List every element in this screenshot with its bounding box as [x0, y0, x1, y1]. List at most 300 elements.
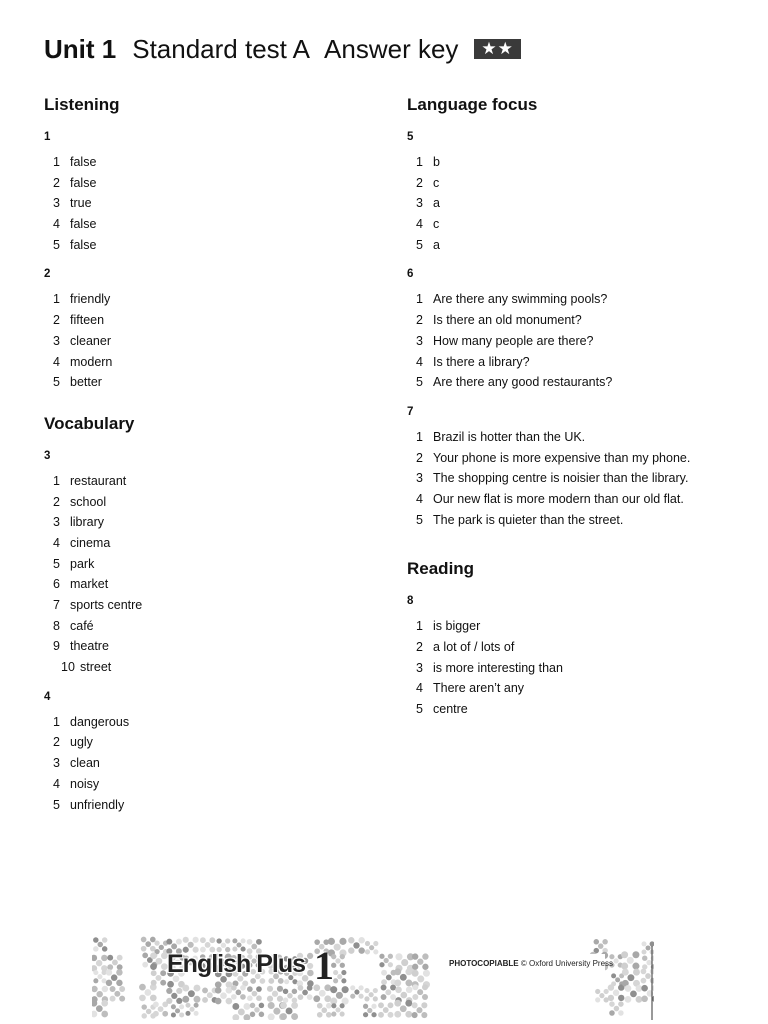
pattern-dot: [153, 1002, 159, 1008]
answer-text: Is there a library?: [433, 354, 530, 369]
pattern-dot: [162, 1011, 168, 1017]
pattern-dot: [112, 959, 118, 965]
exercise: [44, 690, 364, 815]
answer-number: 3: [416, 196, 423, 211]
pattern-dot: [226, 998, 233, 1005]
pattern-dot: [194, 996, 201, 1003]
brand-logo-number: 1: [314, 943, 334, 988]
pattern-dot: [247, 986, 253, 992]
answer-text: friendly: [70, 292, 111, 307]
answer-text: restaurant: [70, 473, 127, 488]
pattern-dot: [621, 951, 628, 958]
pattern-dot: [618, 1001, 624, 1007]
pattern-dot: [395, 953, 402, 960]
pattern-dot: [412, 964, 418, 970]
pattern-dot: [231, 994, 237, 1000]
pattern-dot: [336, 992, 343, 999]
pattern-dot: [632, 951, 639, 958]
answer-number: 2: [416, 175, 423, 190]
pattern-dot: [641, 969, 647, 975]
answer-text: street: [80, 660, 112, 675]
answer-text: cleaner: [70, 333, 111, 348]
exercise: [44, 267, 364, 392]
pattern-dot: [106, 969, 112, 975]
answer-item: [407, 352, 747, 373]
pattern-dot: [302, 990, 308, 996]
answer-item: [44, 595, 364, 616]
test-name: Standard test A: [132, 33, 311, 64]
pattern-dot: [627, 957, 634, 964]
pattern-dot: [412, 1012, 418, 1018]
answer-number: 10: [61, 660, 75, 675]
exercise-number: 7: [407, 405, 414, 418]
pattern-dot: [422, 984, 428, 990]
pattern-dot: [291, 1013, 298, 1020]
pattern-dot: [412, 984, 418, 990]
answer-text: clean: [70, 756, 100, 771]
left-column: [44, 92, 364, 831]
pattern-dot: [238, 1009, 245, 1016]
answer-list: [407, 289, 747, 392]
pattern-dot: [337, 974, 342, 979]
pattern-dot: [232, 1014, 239, 1020]
answer-text: park: [70, 556, 95, 571]
pattern-dot: [595, 989, 600, 994]
answer-item: [407, 448, 747, 469]
pattern-dot: [171, 993, 177, 999]
answer-list: [407, 427, 747, 530]
pattern-dot: [216, 938, 221, 943]
answer-item: [44, 616, 364, 637]
exercise: [44, 449, 364, 678]
pattern-dot: [171, 1012, 176, 1017]
answer-item: [44, 152, 364, 173]
right-column: [407, 92, 747, 736]
pattern-dot: [594, 939, 599, 944]
pattern-dot: [139, 984, 146, 991]
answer-number: 1: [53, 292, 60, 307]
answer-item: [44, 512, 364, 533]
answer-item: [44, 471, 364, 492]
pattern-dot: [247, 995, 253, 1001]
pattern-dot: [350, 994, 355, 999]
pattern-dot: [615, 977, 620, 982]
pattern-dot: [394, 979, 401, 986]
answer-number: 9: [53, 639, 60, 654]
pattern-dot: [151, 970, 157, 976]
pattern-dot: [220, 992, 227, 999]
pattern-dot: [154, 940, 159, 945]
pattern-dot: [272, 991, 278, 997]
pattern-dot: [388, 954, 393, 959]
answer-item: [44, 492, 364, 513]
section-listening: [44, 92, 364, 393]
pattern-dot: [400, 974, 407, 981]
pattern-dot: [358, 937, 364, 943]
pattern-dot: [388, 1002, 394, 1008]
pattern-dot: [145, 941, 151, 947]
pattern-dot: [205, 942, 211, 948]
pattern-dot: [268, 1002, 275, 1009]
pattern-dot: [236, 990, 242, 996]
answer-item: [44, 554, 364, 575]
pattern-dot: [114, 991, 120, 997]
pattern-dot: [341, 970, 346, 975]
pattern-dot: [625, 985, 632, 992]
pattern-dot: [371, 1012, 376, 1017]
pattern-dot: [412, 1002, 418, 1008]
pattern-dot: [613, 958, 618, 963]
pattern-dot: [394, 968, 401, 975]
pattern-dot: [388, 962, 393, 967]
pattern-dot: [291, 1002, 298, 1009]
pattern-dot: [277, 996, 283, 1002]
pattern-dot: [190, 1007, 195, 1012]
answer-number: 8: [53, 618, 60, 633]
pattern-dot: [280, 1002, 287, 1009]
answer-text: dangerous: [70, 714, 130, 729]
pattern-dot: [378, 1002, 384, 1008]
pattern-dot: [406, 986, 413, 993]
pattern-dot: [188, 942, 194, 948]
pattern-dot: [381, 994, 387, 1000]
pattern-dot: [636, 996, 643, 1003]
pattern-dot: [373, 988, 378, 993]
answer-text: false: [70, 155, 97, 169]
pattern-dot: [365, 949, 370, 954]
pattern-dot: [421, 1002, 427, 1008]
pattern-dot: [215, 987, 222, 994]
answer-text: centre: [433, 702, 468, 717]
answer-text: noisy: [70, 776, 100, 791]
answer-number: 6: [53, 577, 60, 592]
answer-number: 1: [53, 155, 60, 169]
pattern-dot: [331, 1003, 336, 1008]
pattern-dot: [421, 1012, 427, 1018]
pattern-dot: [364, 996, 369, 1001]
pattern-dot: [642, 941, 647, 946]
answer-text: true: [70, 196, 92, 211]
answer-item: [44, 352, 364, 373]
pattern-dot: [200, 937, 206, 943]
answer-number: 1: [416, 429, 423, 444]
exercise: [407, 130, 747, 255]
section-vocabulary: [44, 411, 364, 815]
pattern-dot: [107, 955, 113, 961]
pattern-dot: [92, 955, 97, 961]
pattern-dot: [160, 970, 166, 976]
pattern-dot: [633, 969, 640, 976]
answer-item: [44, 214, 364, 235]
pattern-dot: [298, 994, 304, 1000]
pattern-dot: [353, 942, 359, 948]
answer-number: 4: [416, 354, 423, 369]
pattern-dot: [383, 1007, 389, 1013]
pattern-dot: [259, 1003, 265, 1009]
pattern-dot: [609, 1001, 615, 1007]
pattern-dot: [632, 963, 639, 970]
answer-text: false: [70, 217, 97, 232]
pattern-dot: [340, 1011, 345, 1016]
pattern-dot: [183, 937, 189, 943]
answer-number: 5: [416, 237, 423, 252]
pattern-dot: [139, 995, 146, 1002]
answer-number: 5: [416, 512, 423, 527]
pattern-dot: [150, 995, 157, 1002]
pattern-dot: [405, 979, 412, 986]
pattern-dot: [379, 962, 384, 967]
pattern-dot: [641, 978, 647, 984]
pattern-dot: [151, 980, 157, 986]
answer-text: is more interesting than: [433, 660, 563, 675]
answer-item: [44, 173, 364, 194]
pattern-dot: [354, 989, 359, 994]
answer-number: 4: [416, 491, 423, 506]
pattern-dot: [167, 981, 174, 988]
answer-number: 2: [416, 640, 423, 654]
answer-item: [44, 310, 364, 331]
exercise-number: 5: [407, 131, 414, 143]
answer-text: a lot of / lots of: [433, 640, 515, 654]
answer-item: [407, 331, 747, 352]
pattern-dot: [176, 988, 182, 994]
brand-logo-text: English Plus: [167, 950, 306, 978]
answer-number: 5: [53, 237, 60, 252]
pattern-dot: [340, 1003, 345, 1008]
answer-number: 4: [53, 776, 60, 791]
pattern-dot: [166, 998, 172, 1004]
answer-text: unfriendly: [70, 797, 125, 812]
pattern-dot: [116, 980, 122, 986]
pattern-dot: [256, 939, 262, 945]
footer-banner: [92, 936, 654, 1020]
answer-text: cinema: [70, 535, 111, 550]
pattern-dot: [256, 986, 262, 992]
answer-number: 2: [53, 313, 60, 328]
answer-item: [407, 310, 747, 331]
pattern-dot: [613, 990, 619, 996]
answer-text: Our new flat is more modern than our old flat.: [433, 491, 684, 506]
pattern-dot: [365, 941, 370, 946]
pattern-dot: [641, 995, 648, 1002]
pattern-dot: [341, 978, 346, 983]
pattern-dot: [630, 991, 637, 998]
pattern-dot: [412, 953, 418, 959]
pattern-dot: [359, 994, 364, 999]
answer-text: café: [70, 618, 94, 633]
answer-text: market: [70, 577, 109, 592]
pattern-dot: [367, 1008, 372, 1013]
exercise: [407, 267, 747, 392]
pattern-dot: [215, 981, 222, 988]
pattern-dot: [373, 949, 378, 954]
pattern-dot: [256, 995, 262, 1001]
pattern-dot: [250, 1003, 256, 1009]
pattern-dot: [412, 994, 418, 1000]
pattern-dot: [202, 997, 208, 1003]
pattern-dot: [207, 992, 213, 998]
answer-number: 3: [416, 660, 423, 675]
pattern-dot: [150, 963, 157, 970]
answer-list: [44, 152, 364, 255]
pattern-dot: [93, 978, 98, 983]
pattern-dot: [93, 946, 99, 952]
pattern-dot: [110, 996, 116, 1002]
pattern-dot: [119, 986, 125, 992]
answer-item: [44, 289, 364, 310]
answer-item: [407, 193, 747, 214]
answer-list: [407, 616, 747, 719]
pattern-dot: [268, 1013, 275, 1020]
pattern-dot: [307, 994, 313, 1000]
pattern-dot: [405, 968, 412, 975]
pattern-dot: [250, 1012, 256, 1018]
answer-number: 1: [416, 292, 423, 307]
answer-number: 3: [53, 515, 60, 530]
answer-item: [407, 427, 747, 448]
answer-number: 3: [416, 471, 423, 486]
pattern-dot: [209, 937, 215, 943]
pattern-dot: [232, 938, 237, 943]
pattern-dot: [335, 1007, 340, 1012]
pattern-dot: [93, 970, 98, 975]
pattern-dot: [101, 1000, 108, 1007]
pattern-dot: [390, 985, 396, 991]
exercise-number: 3: [44, 449, 51, 462]
answer-text: better: [70, 375, 102, 390]
exercise-number: 8: [407, 595, 414, 608]
pattern-dot: [412, 970, 419, 977]
answer-number: 4: [416, 681, 423, 696]
pattern-dot: [193, 937, 199, 943]
answer-text: library: [70, 515, 105, 530]
pattern-dot: [166, 988, 172, 994]
answer-item: [407, 616, 747, 637]
pattern-dot: [188, 990, 195, 997]
answer-item: [44, 533, 364, 554]
answer-text: How many people are there?: [433, 333, 594, 348]
answer-item: [407, 289, 747, 310]
pattern-dot: [416, 1007, 422, 1013]
pattern-dot: [618, 1010, 624, 1016]
answer-number: 1: [416, 155, 423, 169]
pattern-dot: [339, 938, 346, 945]
pattern-dot: [381, 970, 387, 976]
pattern-dot: [317, 1003, 323, 1009]
pattern-dot: [381, 979, 387, 985]
pattern-dot: [417, 975, 424, 982]
pattern-dot: [92, 1011, 97, 1018]
pattern-dot: [340, 954, 345, 959]
pattern-dot: [627, 974, 634, 981]
answer-item: [44, 331, 364, 352]
copyright-text: © Oxford University Press: [520, 959, 614, 968]
answer-text: ugly: [70, 735, 93, 750]
answer-number: 7: [53, 598, 60, 612]
pattern-dot: [622, 969, 629, 976]
pattern-dot: [145, 989, 152, 996]
pattern-dot: [598, 943, 603, 948]
pattern-dot: [650, 941, 654, 946]
pattern-dot: [326, 1003, 332, 1009]
answer-text: b: [433, 155, 440, 169]
unit-label: Unit 1: [44, 33, 117, 64]
pattern-dot: [604, 989, 609, 994]
level-stars-badge: ★★: [474, 39, 520, 59]
pattern-dot: [101, 1011, 108, 1018]
pattern-dot: [384, 958, 389, 963]
pattern-dot: [116, 969, 122, 975]
pattern-dot: [280, 1013, 287, 1020]
pattern-dot: [252, 991, 258, 997]
pattern-dot: [331, 1011, 336, 1016]
answer-list: [407, 152, 747, 255]
pattern-dot: [277, 986, 283, 992]
pattern-dot: [194, 985, 201, 992]
answer-text: Are there any swimming pools?: [433, 292, 608, 307]
pattern-dot: [608, 984, 614, 990]
pattern-dot: [240, 994, 246, 1000]
pattern-dot: [156, 958, 163, 965]
exercise-number: 2: [44, 268, 51, 281]
pattern-dot: [326, 1012, 332, 1018]
pattern-dot: [171, 1004, 176, 1009]
pattern-dot: [400, 1005, 407, 1012]
answer-number: 5: [416, 375, 423, 390]
pattern-dot: [625, 996, 632, 1003]
pattern-dot: [381, 985, 387, 991]
pattern-dot: [182, 985, 189, 992]
pattern-dot: [364, 988, 369, 993]
page-title: [44, 32, 521, 66]
pattern-dot: [405, 1000, 412, 1007]
pattern-dot: [141, 946, 147, 952]
pattern-dot: [646, 960, 651, 965]
pattern-dot: [636, 985, 643, 992]
answer-item: [44, 193, 364, 214]
pattern-dot: [642, 956, 647, 961]
pattern-dot: [175, 1008, 180, 1013]
answer-item: [44, 574, 364, 595]
pattern-dot: [92, 986, 98, 992]
pattern-dot: [395, 986, 402, 993]
section-heading: Listening: [44, 95, 120, 114]
pattern-dot: [215, 998, 222, 1005]
pattern-dot: [243, 1003, 250, 1010]
pattern-dot: [342, 986, 349, 993]
pattern-dot: [202, 988, 208, 994]
answer-list: [44, 289, 364, 392]
answer-number: 2: [416, 450, 423, 465]
pattern-dot: [422, 964, 428, 970]
pattern-dot: [194, 1011, 199, 1016]
pattern-dot: [386, 974, 392, 980]
pattern-dot: [243, 1014, 250, 1020]
pattern-dot: [371, 1004, 376, 1009]
section-reading: [407, 556, 747, 719]
exercise: [407, 594, 747, 719]
answer-item: [407, 699, 747, 720]
pattern-dot: [159, 945, 164, 950]
answer-item: [44, 732, 364, 753]
pattern-dot: [307, 970, 314, 977]
photocopiable-label: PHOTOCOPIABLE: [449, 959, 519, 968]
pattern-dot: [599, 993, 604, 998]
pattern-dot: [313, 995, 320, 1002]
answer-item: [44, 795, 364, 816]
pattern-dot: [185, 1011, 190, 1016]
answer-item: [407, 510, 747, 531]
